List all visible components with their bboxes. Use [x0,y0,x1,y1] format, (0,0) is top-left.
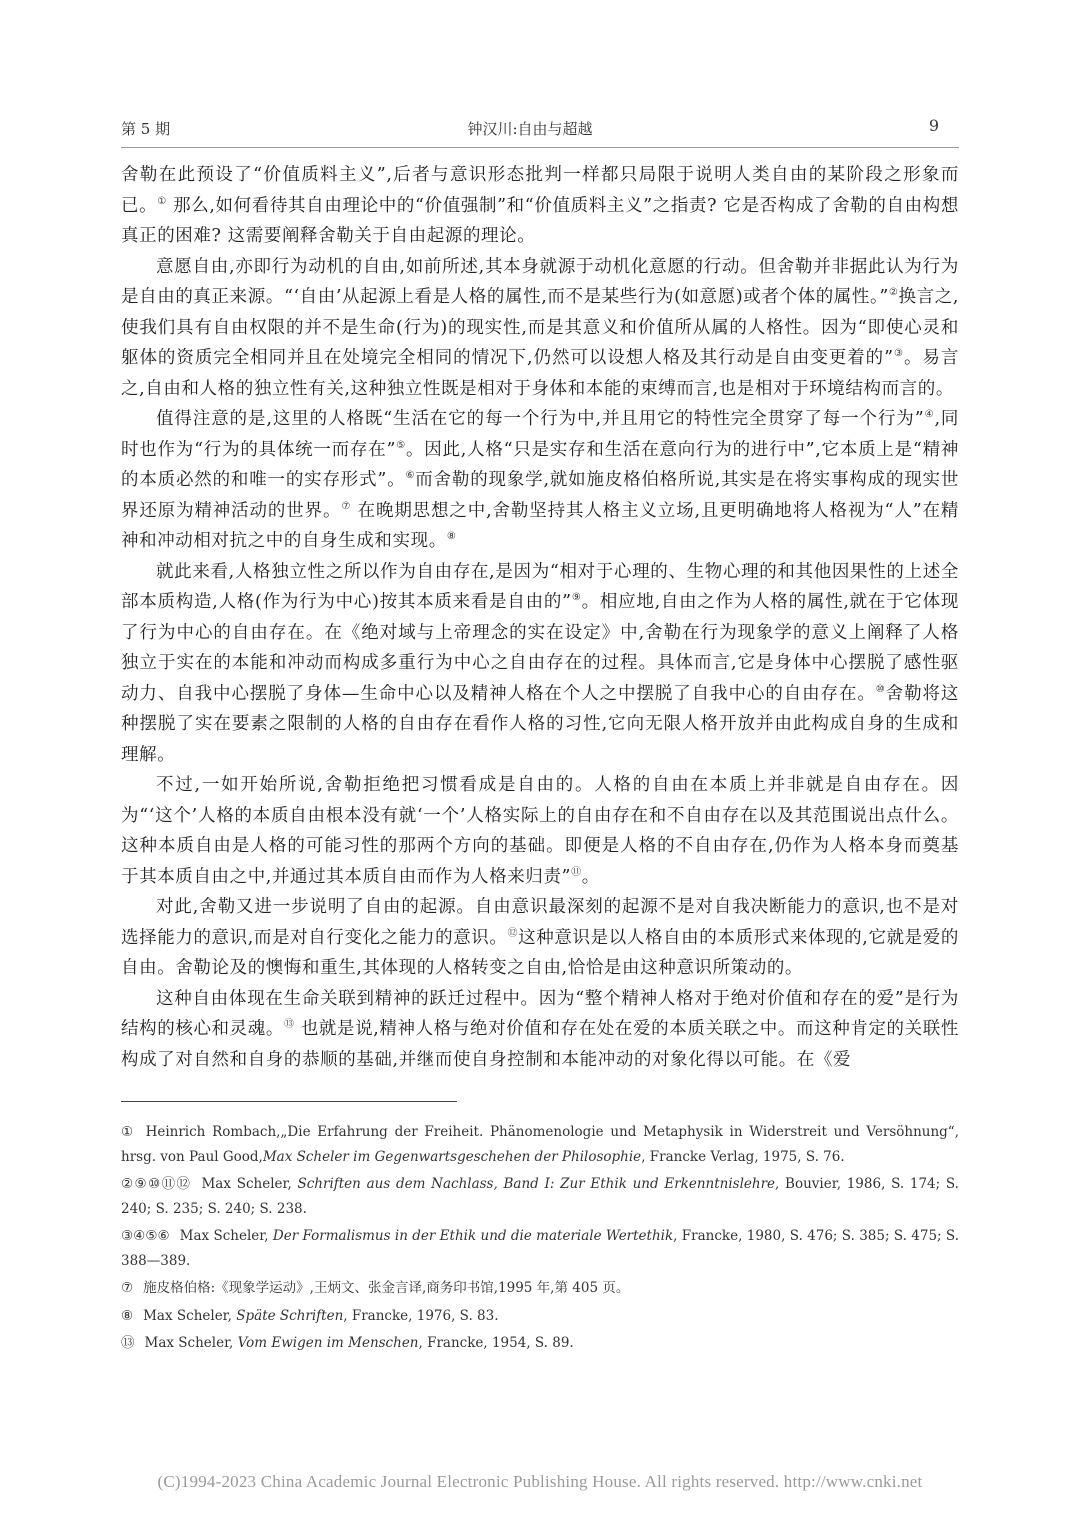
paragraph [121,984,959,1076]
page-header [121,118,939,140]
footnote [121,1304,959,1329]
footnote-ref: ⑬ [284,1019,295,1031]
footnote-ref: ⑨ [571,592,582,604]
text-run: 值得注意的是,这里的人格既“生活在它的每一个行为中,并且用它的特性完全贯穿了每一个行为” [156,409,925,429]
text-run: 在晚期思想之中,舍勒坚持其人格主义立场,且更明确地将人格视为“人”在精神和冲动相对抗之中的自身生成和实现。 [121,500,959,551]
paragraph [121,252,959,405]
text-run: 对此,舍勒又进一步说明了自由的起源。自由意识最深刻的起源不是对自我决断能力的意识,也不是对选择能力的意识,而是对自行变化之能力的意识。 [121,897,959,948]
text-run: 这种意识是以人格自由的本质形式来体现的,它就是爱的自由。舍勒论及的懊悔和重生,其体现的人格转变之自由,恰恰是由这种意识所策动的。 [121,927,960,978]
text-run: 。相应地,自由之作为人格的属性,就在于它体现了行为中心的自由存在。在《绝对域与上帝理念的实在设定》中,舍勒在行为现象学的意义上阐释了人格独立于实在的本能和冲动而构成多重行为中心之自由存在的过程。具体而言,它是身体中心摆脱了感性驱动力、自我中心摆脱了身体—生命中心以及精神人格在个人之中摆脱了自我中心的自由存在。 [121,592,959,704]
copyright-notice: (C)1994-2023 China Academic Journal Electronic Publishing House. All rights reserved. http://www.cnki.net [157,1472,923,1491]
footnote [121,1120,959,1169]
paragraph [121,160,959,252]
issue-label: 第 5 期 [121,120,171,138]
text-run: 而舍勒的现象学,就如施皮格伯格所说,其实是在将实事构成的现实世界还原为精神活动的世界。 [121,470,959,521]
text-run: , Francke Verlag, 1975, S. 76. [641,1148,845,1165]
footnote-ref: ④ [924,409,935,421]
footnote-ref: ⑪ [571,866,582,878]
text-run: 就此来看,人格独立性之所以作为自由存在,是因为“相对于心理的、生物心理的和其他因果性的上述全部本质构造,人格(作为行为中心)按其本质来看是自由的” [121,561,959,612]
text-run: 。 [581,866,600,887]
text-run: , Bouvier, 1986, S. 174; S. 240; S. 235; S. 240; S. 238. [121,1176,959,1217]
text-run: Heinrich Rombach,„Die Erfahrung der Freiheit. Phänomenologie und Metaphysik in Widerstreit und Versöhnung“, hrsg. von Paul Good, [121,1124,960,1165]
footnote-divider [121,1101,457,1102]
text-run: Max Scheler, [143,1307,237,1324]
footnotes [121,1120,959,1359]
footnote-ref: ⑤ [396,439,406,451]
text-run: Schriften aus dem Nachlass, Band I: Zur Ethik und Erkenntnislehre [297,1176,776,1192]
footnote-mark: ②⑨⑩⑪⑫ [121,1176,192,1192]
text-run: 换言之,使我们具有自由权限的并不是生命(行为)的现实性,而是其意义和价值所从属的人格性。因为“即使心灵和躯体的资质完全相同并且在处境完全相同的情况下,仍然可以设想人格及其行动是自由变更着的” [121,287,959,368]
footnote-ref: ⑩ [875,683,886,695]
text-run: Max Scheler, [179,1228,273,1244]
text-run: , Francke, 1980, S. 476; S. 385; S. 475; S. 388—389. [121,1228,959,1269]
text-run: 不过,一如开始所说,舍勒拒绝把习惯看成是自由的。人格的自由在本质上并非就是自由存在。因为“‘这个’人格的本质自由根本没有就‘一个’人格实际上的自由存在和不自由存在以及其范围说出点什么。这种本质自由是人格的可能习性的那两个方向的基础。即便是人格的不自由存在,仍作为人格本身而奠基于其本质自由之中,并通过其本质自由而作为人格来归责” [121,775,959,887]
paragraph [121,557,959,771]
footnote-ref: ⑦ [341,500,352,512]
footnote-ref: ① [157,195,167,207]
text-run: 舍勒在此预设了“价值质料主义”,后者与意识形态批判一样都只局限于说明人类自由的某阶段之形象而已。 [121,165,959,216]
text-run: Der Formalismus in der Ethik und die materiale Wertethik [272,1228,674,1244]
text-run: ,同时也作为“行为的具体统一而存在” [121,409,959,460]
footnote [121,1276,959,1301]
footnote-ref: ⑫ [507,927,519,939]
page-number: 9 [928,116,939,135]
header-divider [121,147,959,148]
text-run: Max Scheler, [201,1176,298,1192]
text-run: Max Scheler im Gegenwartsgeschehen der Philosophie [262,1148,642,1165]
text-run: 这种自由体现在生命关联到精神的跃迁过程中。因为“整个精神人格对于绝对价值和存在的爱”是行为结构的核心和灵魂。 [121,988,959,1039]
footnote-mark: ⑬ [121,1335,135,1351]
footnote-ref: ⑧ [446,531,457,543]
text-run: , Francke, 1976, S. 83. [343,1307,499,1324]
text-run: Max Scheler, [144,1335,238,1351]
footnote [121,1172,959,1221]
text-run: 。因此,人格“只是实存和生活在意向行为的进行中”,它本质上是“精神的本质必然的和唯一的实存形式”。 [121,439,959,490]
footnote-mark: ⑧ [121,1307,134,1324]
paragraph [121,404,959,557]
body-text [121,160,959,1075]
footnote [121,1331,959,1356]
footnote-mark: ⑦ [121,1280,134,1296]
text-run: , Francke, 1954, S. 89. [418,1335,574,1351]
text-run: 施皮格伯格:《现象学运动》,王炳文、张金言译,商务印书馆,1995 年,第 405 页。 [143,1280,630,1296]
text-run: 。易言之,自由和人格的独立性有关,这种独立性既是相对于身体和本能的束缚而言,也是相对于环境结构而言的。 [121,348,959,399]
text-run: 那么,如何看待其自由理论中的“价值强制”和“价值质料主义”之指责? 它是否构成了舍勒的自由构想真正的困难? 这需要阐释舍勒关于自由起源的理论。 [121,195,959,246]
footnote-ref: ⑥ [405,470,416,482]
footnote-mark: ③④⑤⑥ [121,1228,170,1244]
text-run: 意愿自由,亦即行为动机的自由,如前所述,其本身就源于动机化意愿的行动。但舍勒并非据此认为行为是自由的真正来源。“‘自由’从起源上看是人格的属性,而不是某些行为(如意愿)或者个体的属性。” [121,256,959,307]
text-run: 也就是说,精神人格与绝对价值和存在处在爱的本质关联之中。而这种肯定的关联性构成了对自然和自身的恭顺的基础,并继而使自身控制和本能冲动的对象化得以可能。在《爱 [121,1019,959,1070]
paragraph [121,892,959,984]
paragraph [121,770,959,892]
running-title: 钟汉川:自由与超越 [467,120,593,138]
text-run: 舍勒将这种摆脱了实在要素之限制的人格的自由存在看作人格的习性,它向无限人格开放并由此构成自身的生成和理解。 [121,683,959,765]
text-run: Vom Ewigen im Menschen [237,1335,419,1351]
footnote-mark: ① [121,1124,136,1140]
footnote-ref: ② [888,287,899,299]
text-run: Späte Schriften [236,1307,344,1324]
footnote-ref: ③ [893,348,904,360]
footnote [121,1224,959,1273]
